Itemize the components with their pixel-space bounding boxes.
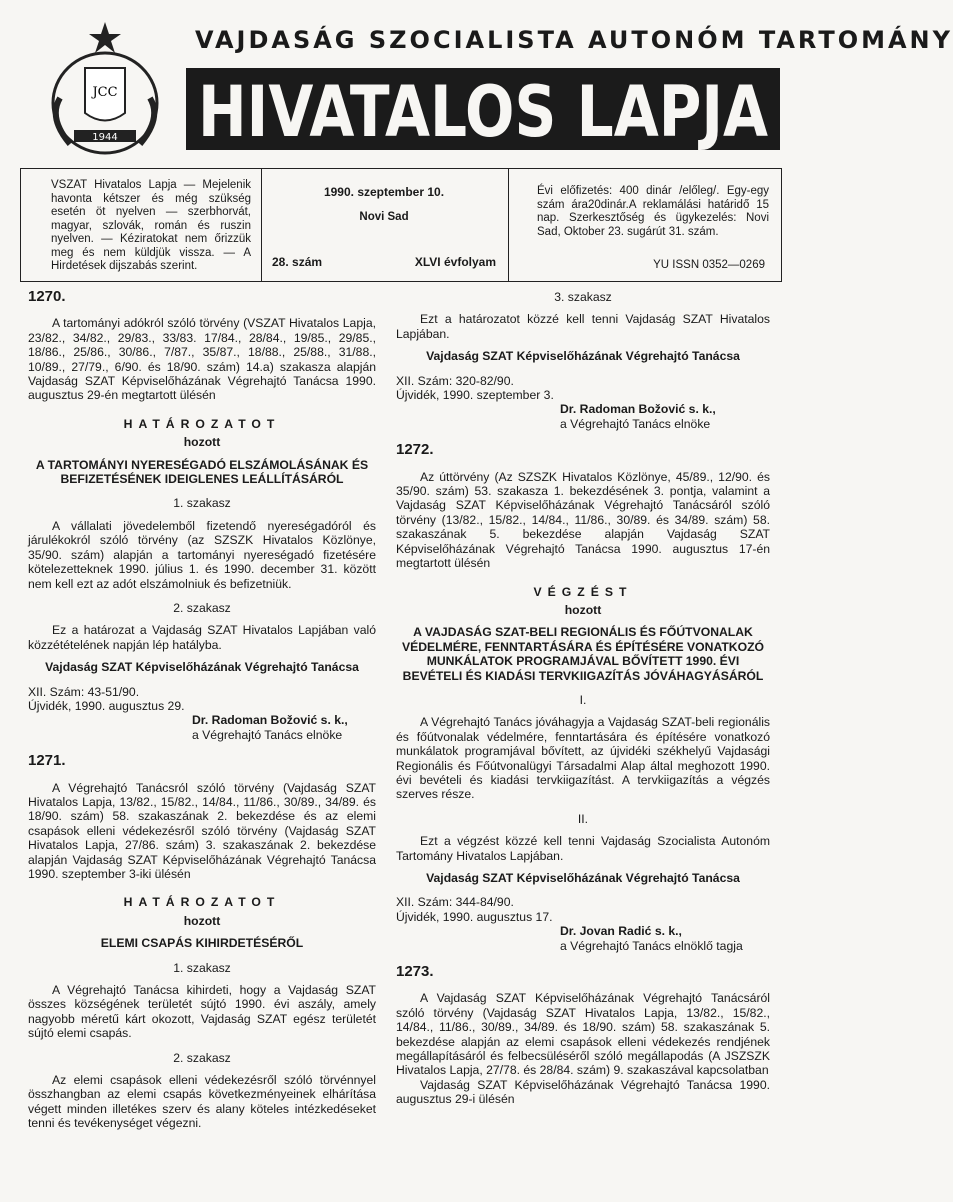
council-name: Vajdaság SZAT Képviselőházának Végrehajtó Tanácsa	[426, 871, 740, 885]
issue-number: 28. szám	[272, 255, 323, 269]
left-column	[28, 290, 376, 1131]
decision-heading: HATÁROZATOT	[123, 895, 281, 910]
signatory-name: Dr. Radoman Božović s. k.,	[560, 402, 716, 417]
issn: YU ISSN 0352—0269	[653, 259, 765, 271]
reference-number: XII. Szám: 344-84/90.	[396, 895, 514, 910]
issue-info-box	[260, 168, 508, 282]
signatory-name: Dr. Jovan Radić s. k.,	[560, 924, 682, 939]
article-1270-intro: A tartományi adókról szóló törvény (VSZAT Hivatalos Lapja, 23/82., 34/82., 29/83., 33/83. 17/84., 28/84., 19/85., 29/85., 18/86., 25/86., 30/86., 7/87., 35/87., 18/88., 25/88., 31/88., 10/89., 27/79., 6/90. és 18/90. szám) 14.a) szakasza alapján Vajdaság SZAT Képviselőházának Végrehajtó Tanácsa 1990. augusztus 29-én megtartott ülésén	[28, 316, 376, 403]
section-heading: 2. szakasz	[173, 600, 231, 615]
masthead-subtitle: VAJDASÁG SZOCIALISTA AUTONÓM TARTOMÁNY	[195, 26, 953, 54]
signatory-role: a Végrehajtó Tanács elnöklő tagja	[560, 938, 743, 953]
roman-section: I.	[579, 692, 587, 707]
masthead	[0, 0, 953, 160]
signatory-role: a Végrehajtó Tanács elnöke	[192, 727, 343, 742]
svg-text:HIVATALOS LAPJA: HIVATALOS LAPJA	[198, 71, 768, 153]
coat-of-arms-emblem	[30, 18, 180, 158]
article-1273-intro: A Vajdaság SZAT Képviselőházának Végrehajtó Tanácsáról szóló törvény (Vajdaság SZAT Hivatalos Lapja, 13/82., 15/82., 14/84., 11/86., 30/89., 34/89. és 18/90. szám) 58. szakaszának 5. bekezdése alapján az elemi csapások elleni védekezés rendjének megállapításáról és felbecsüléséről szóló megállapodás (A JSZSZK Hivatalos Lapja, 27/78. és 28/84. szám) 9. szakaszával kapcsolatban	[396, 991, 770, 1078]
section-text: Az elemi csapások elleni védekezésről szóló törvénnyel összhangban az elemi csapás következményeinek elhárítása végett minden illetékes szerv és alany köteles intézkedéseket tenni és tevékenységet végezni.	[28, 1073, 376, 1131]
article-number-1270: 1270.	[28, 288, 66, 305]
article-1273-text: Vajdaság SZAT Képviselőházának Végrehajtó Tanácsa 1990. augusztus 29-i ülésén	[396, 1077, 770, 1107]
article-number-1271: 1271.	[28, 752, 66, 770]
decision-title: ELEMI CSAPÁS KIHIRDETÉSÉRŐL	[100, 936, 304, 951]
svg-text:1944: 1944	[92, 132, 118, 143]
subscription-info-box	[508, 168, 782, 282]
section-text: A vállalati jövedelemből fizetendő nyereségadóról és járulékokról szóló törvény (az SZSZK Hivatalos Közlönye, 35/90. szám) alapján a tartományi nyereségadó fizetésére kötelezetteknek 1990. július 1. és 1990. december 31. között nem kell ezt az adót elszámolniuk és befizetniük.	[28, 518, 376, 591]
signatory-role: a Végrehajtó Tanács elnöke	[560, 416, 711, 431]
order-hozott: hozott	[564, 602, 602, 617]
reference-number: XII. Szám: 43-51/90.	[28, 684, 140, 699]
roman-section: II.	[577, 811, 589, 826]
article-number-1273: 1273.	[396, 963, 434, 981]
subscription-info-text: Évi előfizetés: 400 dinár /előleg/. Egy-egy szám ára20dinár.A reklamálási határidő 15 nap. Szerkesztőség és ügykezelés: Novi Sad, Oktober 23. sugárút 31. szám.	[537, 185, 769, 238]
section-text: A Végrehajtó Tanácsa kihirdeti, hogy a Vajdaság SZAT összes községének területét sújtó 1990. évi aszály, amely nagyobb méretű kárt okozott, Vajdaság SZAT egész területét sújtó elemi csapás.	[28, 983, 376, 1041]
section-heading: 1. szakasz	[173, 496, 231, 511]
section-heading: 1. szakasz	[173, 960, 231, 975]
council-name: Vajdaság SZAT Képviselőházának Végrehajtó Tanácsa	[45, 660, 359, 675]
reference-number: XII. Szám: 320-82/90.	[396, 373, 514, 388]
decision-hozott: hozott	[183, 435, 221, 450]
article-1271-intro: A Végrehajtó Tanácsról szóló törvény (Vajdaság SZAT Hivatalos Lapja, 13/82., 15/82., 14/84., 11/86., 30/89., 34/89. és 18/90. szám) 58. szakaszának 2. bekezdése és az elemi csapások elleni védekezésről szóló törvény (Vajdaság SZAT Hivatalos Lapja, 27/86. szám) 3. szakaszának 2. bekezdése alapján Vajdaság SZAT Képviselőházának Végrehajtó Tanácsa 1990. szeptember 3-iki ülésén	[28, 780, 376, 881]
article-1272-intro: Az úttörvény (Az SZSZK Hivatalos Közlönye, 45/89., 12/90. és 35/90. szám) 53. szakasza 1. bekezdésének 3. pontja, valamint a Vajdaság SZAT Képviselőházának Végrehajtó Tanácsáról szóló törvény (13/82., 15/82., 14/84., 11/86., 30/89. és 34/89. szám) 58. szakaszának 5. bekezdése alapján Vajdaság SZAT Képviselőházának Végrehajtó Tanácsa 1990. augusztus 17-én megtartott ülésén	[396, 469, 770, 571]
section-text: Ezt a végzést közzé kell tenni Vajdaság Szocialista Autonóm Tartomány Hivatalos Lapjában.	[396, 834, 770, 863]
section-text: Ez a határozat a Vajdaság SZAT Hivatalos Lapjában való közzétételének napján lép hatályba.	[28, 623, 376, 652]
place-date: Újvidék, 1990. augusztus 17.	[396, 909, 553, 924]
article-number-1272: 1272.	[396, 441, 434, 459]
svg-text:ЈСС: ЈСС	[92, 85, 118, 100]
signatory-name: Dr. Radoman Božović s. k.,	[192, 713, 348, 728]
order-title: A VAJDASÁG SZAT-BELI REGIONÁLIS ÉS FŐÚTVONALAK VÉDELMÉRE, FENNTARTÁSÁRA ÉS ÉPÍTÉSÉRE VONATKOZÓ MUNKÁLATOK PROGRAMJÁVAL BŐVÍTETT 1990. ÉVI BEVÉTELI ÉS KIADÁSI TERVKIIGAZÍTÁS JÓVÁHAGYÁSÁRÓL	[401, 625, 765, 683]
council-name: Vajdaság SZAT Képviselőházának Végrehajtó Tanácsa	[426, 349, 740, 364]
section-heading: 3. szakasz	[554, 290, 612, 304]
section-text: A Végrehajtó Tanács jóváhagyja a Vajdaság SZAT-beli regionális és főútvonalak védelmére, fenntartására és építésére vonatkozó munkálatok programjával bővített, az újvidéki székhelyű Vajdasági Regionális és Főútvonalügyi Társadalmi Alap által meghozott 1990. évi bevételi és kiadási tervkiigazítást. A tervkiigazítás a végzés szerves része.	[396, 715, 770, 802]
publication-info-box	[20, 168, 262, 282]
issue-date: 1990. szeptember 10.	[323, 185, 445, 199]
decision-title: A TARTOMÁNYI NYERESÉGADÓ ELSZÁMOLÁSÁNAK ÉS BEFIZETÉSÉNEK IDEIGLENES LEÁLLÍTÁSÁRÓL	[35, 457, 369, 487]
right-column	[396, 290, 770, 1107]
decision-heading: HATÁROZATOT	[123, 416, 281, 431]
section-heading: 2. szakasz	[173, 1050, 231, 1065]
decision-hozott: hozott	[183, 913, 221, 928]
publication-info-text: VSZAT Hivatalos Lapja — Mejelenik havonta kétszer és még szükség esetén öt nyelven — szerbhorvát, magyar, szlovák, román és ruszin nyelven. — Kéziratokat nem őrizzük meg és nem küldjük vissza. — A Hirdetések dijszabás szerint.	[51, 179, 251, 272]
place-date: Újvidék, 1990. augusztus 29.	[28, 698, 185, 713]
issue-place: Novi Sad	[359, 211, 409, 223]
section-text: Ezt a határozatot közzé kell tenni Vajdaság SZAT Hivatalos Lapjában.	[396, 312, 770, 341]
place-date: Újvidék, 1990. szeptember 3.	[396, 388, 554, 403]
issue-volume: XLVI évfolyam	[414, 255, 496, 269]
masthead-title-banner	[186, 68, 780, 153]
order-heading: VÉGZÉST	[533, 584, 633, 599]
